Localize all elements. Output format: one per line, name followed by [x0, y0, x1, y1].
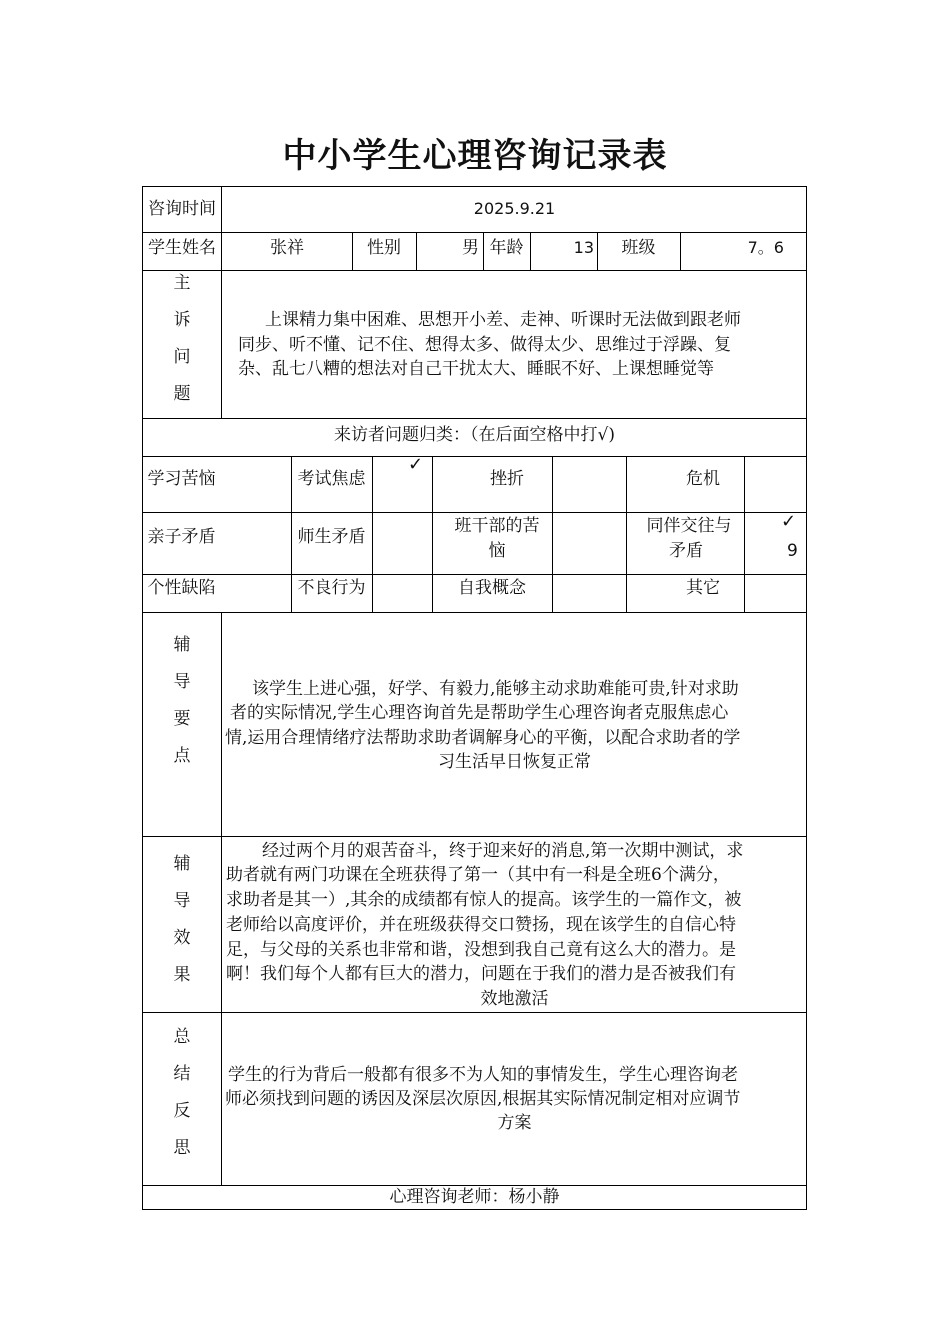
category-monitor-trouble: 班干部的苦 [454, 516, 540, 536]
guidance-effect-line: 求助者是其一）,其余的成绩都有惊人的提高。该学生的一篇作文，被 [226, 890, 742, 910]
main-issue-line: 上课精力集中困难、思想开小差、走神、听课时无法做到跟老师 [265, 310, 741, 330]
summary-line: 师必须找到问题的诱因及深层次原因,根据其实际情况制定相对应调节 [225, 1089, 741, 1109]
age-label: 年龄 [489, 238, 524, 258]
category-exam-anxiety: 考试焦虑 [297, 469, 366, 489]
guidance-effect-label: 辅 导 效 果 [173, 854, 191, 985]
check-mark-icon: ✓ [408, 454, 424, 475]
stray-digit: 9 [787, 541, 798, 561]
guidance-effect-line: 效地激活 [480, 989, 549, 1009]
category-crisis: 危机 [686, 469, 720, 489]
guidance-points-line: 该学生上进心强，好学、有毅力,能够主动求助难能可贵,针对求助 [252, 679, 739, 699]
summary-line: 方案 [497, 1113, 532, 1133]
category-frustration: 挫折 [490, 469, 524, 489]
category-parent-conflict: 亲子矛盾 [147, 527, 216, 547]
guidance-points-line: 者的实际情况,学生心理咨询首先是帮助学生心理咨询者克服焦虑心 [230, 703, 729, 723]
row-divider [142, 270, 807, 271]
guidance-points-line: 习生活早日恢复正常 [438, 752, 591, 772]
row-divider [142, 612, 807, 613]
category-self-concept: 自我概念 [458, 578, 526, 598]
column-divider [372, 456, 373, 612]
student-name-label: 学生姓名 [148, 238, 216, 258]
row-divider [142, 512, 807, 513]
category-study-trouble: 学习苦恼 [147, 469, 216, 489]
consult-time-value: 2025.9.21 [473, 199, 556, 218]
category-peer-relations: 矛盾 [669, 541, 703, 561]
page-title: 中小学生心理咨询记录表 [282, 136, 668, 176]
counselor-name: 心理咨询老师：杨小静 [389, 1187, 560, 1207]
row-divider [142, 418, 807, 419]
row-divider [142, 456, 807, 457]
class-label: 班级 [621, 238, 656, 258]
category-peer-relations: 同伴交往与 [646, 516, 732, 536]
guidance-effect-line: 啊！我们每个人都有巨大的潜力，问题在于我们的潜力是否被我们有 [226, 964, 736, 984]
category-monitor-trouble: 恼 [488, 541, 506, 561]
gender-value: 男 [462, 238, 479, 258]
row-divider [142, 836, 807, 837]
row-divider [142, 1012, 807, 1013]
summary-label: 总 结 反 思 [173, 1027, 191, 1158]
class-value: 7。6 [747, 238, 784, 257]
consult-time-label: 咨询时间 [148, 199, 216, 219]
gender-label: 性别 [367, 238, 401, 258]
guidance-points-line: 情,运用合理情绪疗法帮助求助者调解身心的平衡，以配合求助者的学 [225, 728, 741, 748]
main-issue-label: 主 诉 问 题 [173, 273, 191, 404]
category-bad-behavior: 不良行为 [297, 578, 366, 598]
guidance-effect-line: 足，与父母的关系也非常和谐，没想到我自己竟有这么大的潜力。是 [226, 940, 736, 960]
category-other: 其它 [686, 578, 720, 598]
main-issue-line: 同步、听不懂、记不住、想得太多、做得太少、思维过于浮躁、复 [238, 335, 731, 355]
row-divider [142, 232, 807, 233]
main-issue-line: 杂、乱七八糟的想法对自己干扰太大、睡眠不好、上课想睡觉等 [238, 359, 714, 379]
guidance-points-label: 辅 导 要 点 [173, 635, 191, 766]
category-personality-defect: 个性缺陷 [147, 578, 216, 598]
guidance-effect-line: 经过两个月的艰苦奋斗，终于迎来好的消息,第一次期中测试，求 [262, 841, 744, 861]
guidance-effect-line: 老师给以高度评价，并在班级获得交口赞扬，现在该学生的自信心特 [226, 915, 736, 935]
classification-heading: 来访者问题归类：（在后面空格中打√) [334, 425, 615, 445]
category-teacher-conflict: 师生矛盾 [297, 527, 366, 547]
age-value: 13 [573, 238, 594, 257]
row-divider [142, 574, 807, 575]
guidance-effect-line: 助者就有两门功课在全班获得了第一（其中有一科是全班6个满分， [226, 865, 730, 885]
summary-line: 学生的行为背后一般都有很多不为人知的事情发生，学生心理咨询老 [228, 1065, 738, 1085]
student-name-value: 张祥 [270, 238, 304, 258]
check-mark-icon: ✓ [781, 511, 797, 532]
